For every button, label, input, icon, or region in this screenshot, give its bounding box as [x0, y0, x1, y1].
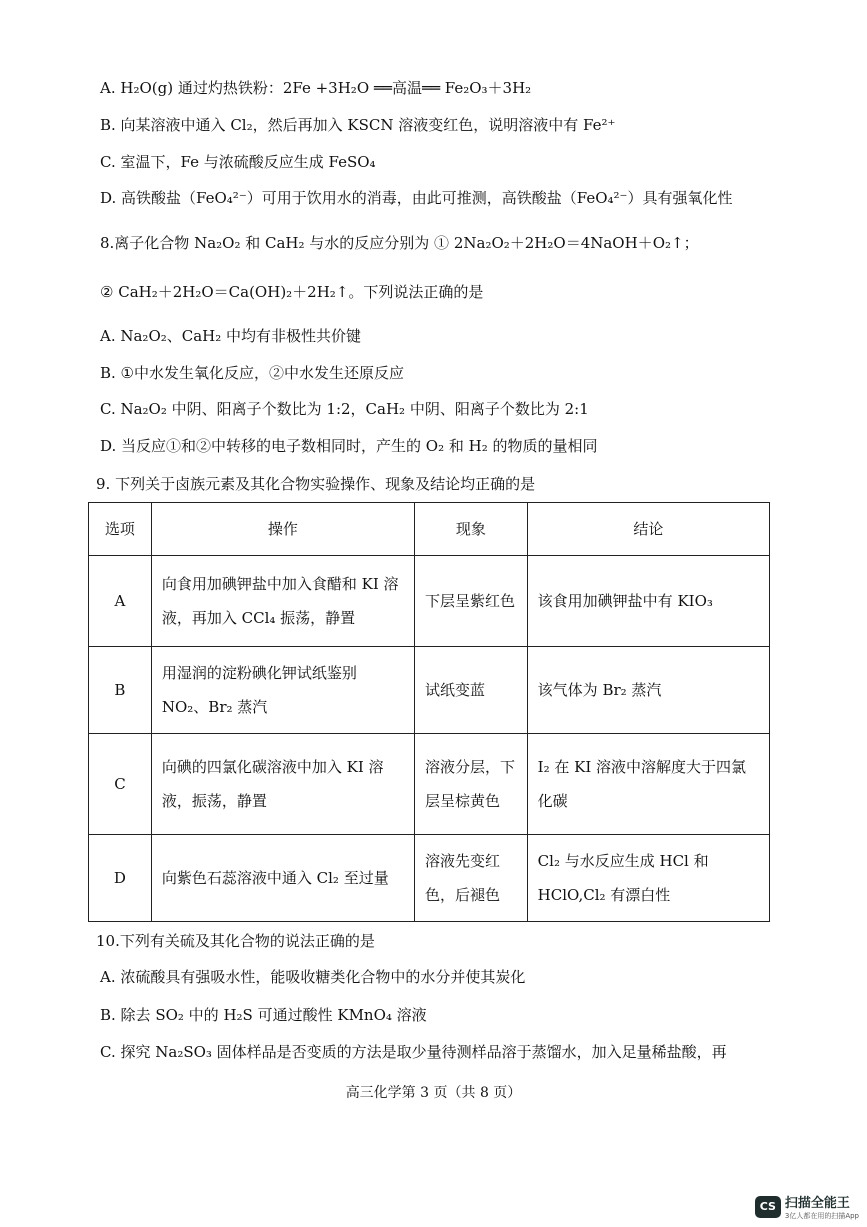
- watermark-text: [785, 1192, 859, 1221]
- q9-table: [88, 502, 770, 922]
- header-option: 选项: [89, 503, 152, 556]
- row-conclusion: 该食用加碘钾盐中有 KIO₃: [527, 556, 769, 647]
- header-phenomenon: 现象: [414, 503, 527, 556]
- q8-option-d: D. 当反应①和②中转移的电子数相同时，产生的 O₂ 和 H₂ 的物质的量相同: [100, 437, 598, 455]
- q7-option-c: C. 室温下，Fe 与浓硫酸反应生成 FeSO₄: [100, 153, 376, 171]
- q8-stem-line1: 8.离子化合物 Na₂O₂ 和 CaH₂ 与水的反应分别为 ① 2Na₂O₂＋2H₂O＝4NaOH＋O₂↑；: [100, 234, 699, 252]
- header-conclusion: 结论: [527, 503, 769, 556]
- table-header-row: [89, 503, 770, 556]
- q7-option-a: A. H₂O(g) 通过灼热铁粉：2Fe +3H₂O ══高温══ Fe₂O₃＋3H₂: [100, 79, 532, 97]
- row-operation: 用湿润的淀粉碘化钾试纸鉴别 NO₂、Br₂ 蒸汽: [151, 647, 414, 734]
- q9-stem: 9. 下列关于卤族元素及其化合物实验操作、现象及结论均正确的是: [96, 475, 536, 493]
- row-option: C: [89, 734, 152, 835]
- row-phenomenon: 溶液先变红色，后褪色: [414, 835, 527, 922]
- row-option: A: [89, 556, 152, 647]
- q10-option-c: C. 探究 Na₂SO₃ 固体样品是否变质的方法是取少量待测样品溶于蒸馏水，加入足量稀盐酸，再: [100, 1043, 727, 1061]
- q8-option-a: A. Na₂O₂、CaH₂ 中均有非极性共价键: [100, 327, 362, 345]
- row-operation: 向紫色石蕊溶液中通入 Cl₂ 至过量: [151, 835, 414, 922]
- row-conclusion: I₂ 在 KI 溶液中溶解度大于四氯化碳: [527, 734, 769, 835]
- q10-stem: 10.下列有关硫及其化合物的说法正确的是: [96, 932, 375, 950]
- q7-option-d: D. 高铁酸盐（FeO₄²⁻）可用于饮用水的消毒，由此可推测，高铁酸盐（FeO₄²⁻）具有强氧化性: [100, 189, 733, 207]
- row-phenomenon: 溶液分层，下层呈棕黄色: [414, 734, 527, 835]
- row-option: D: [89, 835, 152, 922]
- table-row: [89, 734, 770, 835]
- row-operation: 向碘的四氯化碳溶液中加入 KI 溶液，振荡，静置: [151, 734, 414, 835]
- table-row: [89, 647, 770, 734]
- scanner-watermark: [755, 1192, 859, 1221]
- table-row: [89, 556, 770, 647]
- header-operation: 操作: [151, 503, 414, 556]
- watermark-name: 扫描全能王: [784, 1196, 850, 1211]
- q10-option-b: B. 除去 SO₂ 中的 H₂S 可通过酸性 KMnO₄ 溶液: [100, 1006, 427, 1024]
- watermark-sub: 3亿人都在用的扫描App: [784, 1212, 859, 1220]
- table-row: [89, 835, 770, 922]
- q8-option-b: B. ①中水发生氧化反应，②中水发生还原反应: [100, 364, 405, 382]
- row-phenomenon: 试纸变蓝: [414, 647, 527, 734]
- row-option: B: [89, 647, 152, 734]
- row-conclusion: 该气体为 Br₂ 蒸汽: [527, 647, 769, 734]
- cs-logo-icon: CS: [755, 1196, 781, 1218]
- q8-stem-line2: ② CaH₂＋2H₂O＝Ca(OH)₂＋2H₂↑。下列说法正确的是: [100, 283, 484, 301]
- row-conclusion: Cl₂ 与水反应生成 HCl 和 HClO,Cl₂ 有漂白性: [527, 835, 769, 922]
- page-footer: 高三化学第 3 页（共 8 页）: [345, 1085, 522, 1101]
- row-phenomenon: 下层呈紫红色: [414, 556, 527, 647]
- q10-option-a: A. 浓硫酸具有强吸水性，能吸收糖类化合物中的水分并使其炭化: [100, 968, 526, 986]
- q7-option-b: B. 向某溶液中通入 Cl₂，然后再加入 KSCN 溶液变红色，说明溶液中有 Fe²⁺: [100, 116, 616, 134]
- q8-option-c: C. Na₂O₂ 中阴、阳离子个数比为 1:2，CaH₂ 中阴、阳离子个数比为 2:1: [100, 400, 589, 418]
- row-operation: 向食用加碘钾盐中加入食醋和 KI 溶液，再加入 CCl₄ 振荡，静置: [151, 556, 414, 647]
